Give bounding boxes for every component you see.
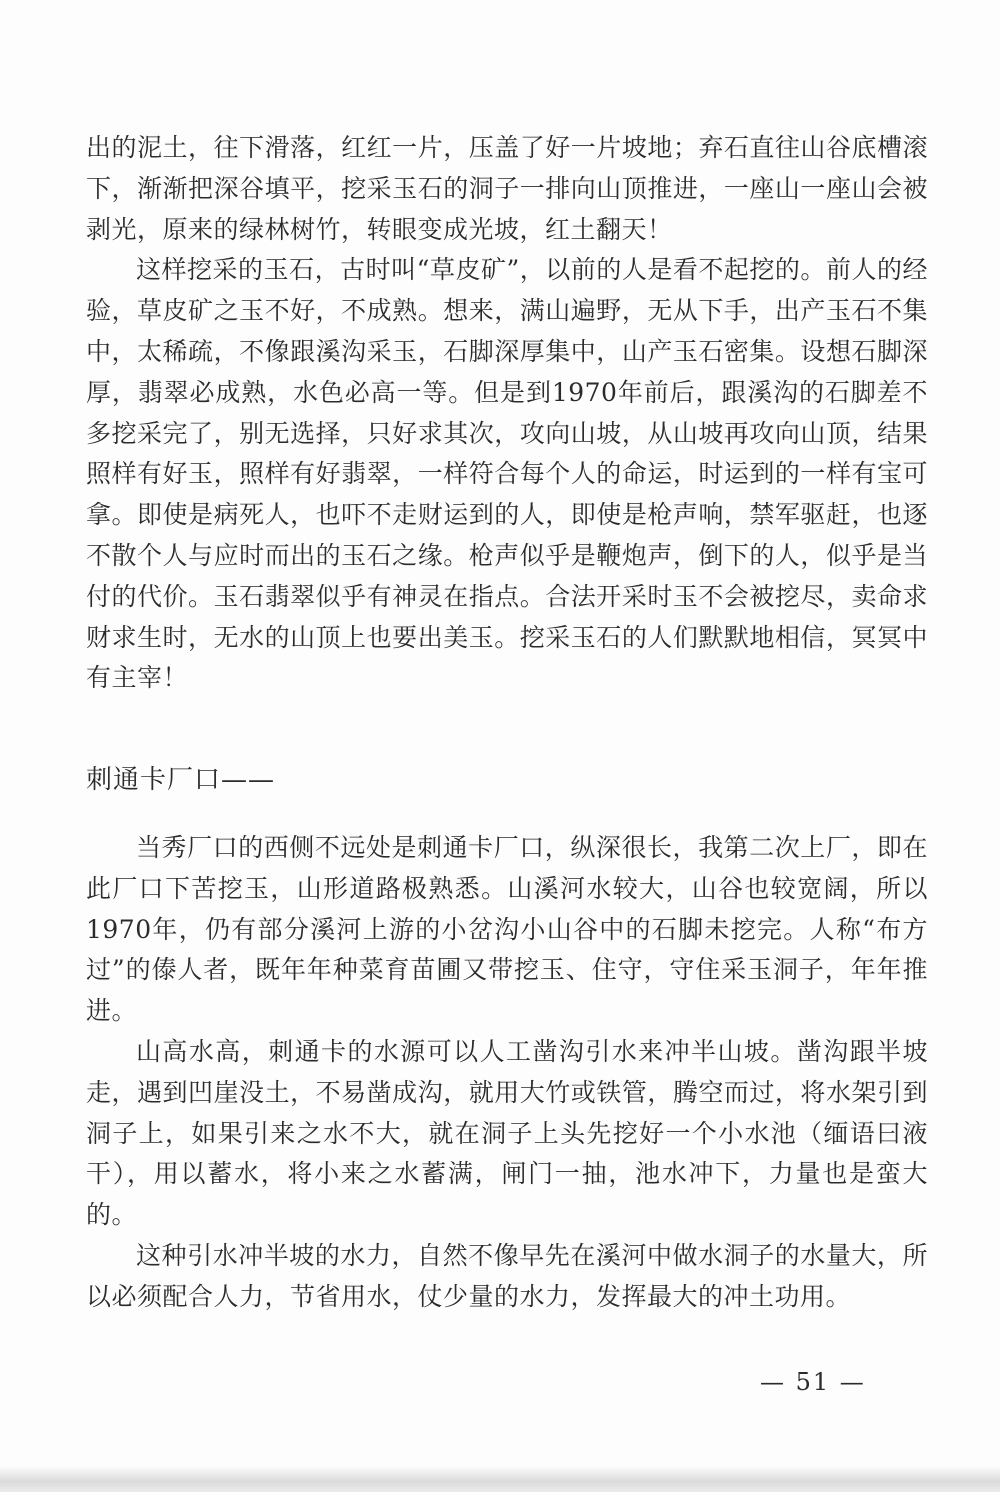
paragraph-water-channel: 山高水高，刺通卡的水源可以人工凿沟引水来冲半山坡。凿沟跟半坡走，遇到凹崖没土，不易凿成沟，就用大竹或铁管，腾空而过，将水架引到洞子上，如果引来之水不大，就在洞子上头先挖好一个小水池（缅语曰液干），用以蓄水，将小来之水蓄满，闸门一抽，池水冲下，力量也是蛮大的。: [86, 1036, 928, 1230]
paragraph-grass-skin-mine: 这样挖采的玉石，古时叫“草皮矿”，以前的人是看不起挖的。前人的经验，草皮矿之玉不好，不成熟。想来，满山遍野，无从下手，出产玉石不集中，太稀疏，不像跟溪沟采玉，石脚深厚集中，山产玉石密集。设想石脚深厚，翡翠必成熟，水色必高一等。但是到1970年前后，跟溪沟的石脚差不多挖采完了，别无选择，只好求其次，攻向山坡，从山坡再攻向山顶，结果照样有好玉，照样有好翡翠，一样符合每个人的命运，时运到的一样有宝可拿。即使是病死人，也吓不走财运到的人，即使是枪声响，禁军驱赶，也逐不散个人与应时而出的玉石之缘。枪声似乎是鞭炮声，倒下的人，似乎是当付的代价。玉石翡翠似乎有神灵在指点。合法开采时玉不会被挖尽，卖命求财求生时，无水的山顶上也要出美玉。挖采玉石的人们默默地相信，冥冥中有主宰！: [86, 255, 928, 693]
body-text-top: [86, 128, 928, 699]
section-heading: 刺通卡厂口——: [86, 765, 276, 795]
paragraph-continuation: 出的泥土，往下滑落，红红一片，压盖了好一片坡地；弃石直往山谷底槽滚下，渐渐把深谷填平，挖采玉石的洞子一排向山顶推进，一座山一座山会被剥光，原来的绿林树竹，转眼变成光坡，红土翻天！: [86, 133, 928, 244]
paragraph-citongka-mine: 当秀厂口的西侧不远处是刺通卡厂口，纵深很长，我第二次上厂，即在此厂口下苦挖玉，山形道路极熟悉。山溪河水较大，山谷也较宽阔，所以1970年，仍有部分溪河上游的小岔沟小山谷中的石脚未挖完。人称“布方过”的傣人者，既年年种菜育苗圃又带挖玉、住守，守住采玉洞子，年年推进。: [86, 833, 928, 1026]
page-number: — 51 —: [760, 1368, 866, 1396]
body-text-bottom: [86, 828, 928, 1318]
paragraph-water-power: 这种引水冲半坡的水力，自然不像早先在溪河中做水洞子的水量大，所以必须配合人力，节省用水，仗少量的水力，发挥最大的冲土功用。: [86, 1240, 928, 1311]
scan-shadow-edge: [0, 1466, 1000, 1492]
